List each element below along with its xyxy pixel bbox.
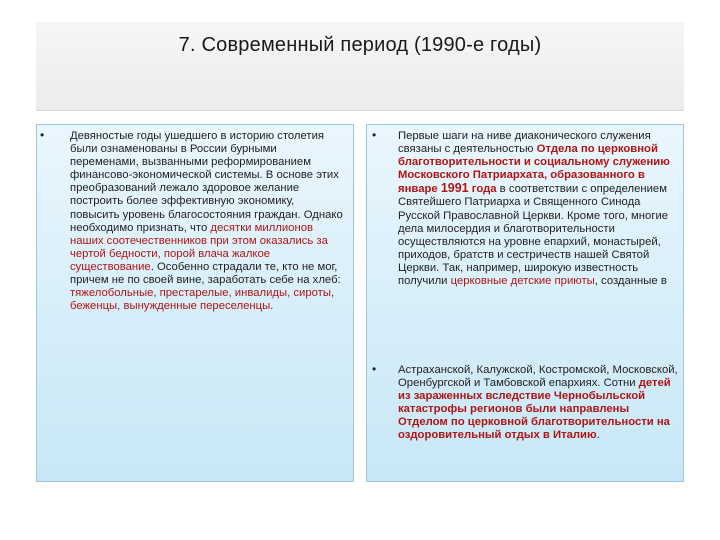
left-paragraph (70, 130, 346, 313)
right-year: 1991 (440, 181, 469, 196)
right-text-2: в соответствии с определением Святейшего Патриарха и Священного Синода Русской Православной Церкви. Кроме того, многие дела милосердия и благотворительности осуществляются на уровне епархий, монастырей, приходов, братств и сестричеств нашей Святой Церкви. Так, например, широкую известность получили (398, 183, 669, 288)
right-text-3: , созданные в (594, 275, 667, 288)
right-bullet-2: • (372, 362, 377, 376)
right-text-5: . (596, 429, 600, 442)
right-highlight-3: детей из зараженных вследствие Чернобыльской катастрофы регионов были направлены Отделом по церковной благотворительности на оздоровительный отдых в Италию (398, 377, 671, 442)
left-highlight-1: десятки миллионов наших соотечественников при этом оказались за чертой бедности, порой влача жалкое существование (70, 221, 328, 273)
left-text-2: . Особенно страдали те, кто не мог, причем не по своей вине, заработать себе на хлеб: (70, 260, 341, 287)
right-highlight-1b: года (468, 183, 497, 196)
left-text-1: Девяностые годы ушедшего в историю столетия были ознаменованы в России бурными переменами, вызванными реформированием финансово-экономической системы. В основе этих преобразований лежало здоровое желание построить более эффективную экономику, повысить уровень благосостояния граждан. Однако необходимо признать, что (70, 130, 343, 234)
left-text-3: . (270, 300, 274, 313)
right-highlight-1: Отдела по церковной благотворительности и социальному служению Московского Патриархата, образованного в январе (398, 143, 670, 196)
right-paragraph-1 (398, 130, 678, 288)
left-highlight-2: тяжелобольные, престарелые, инвалиды, сироты, беженцы, вынужденные переселенцы (70, 287, 335, 313)
right-bullet-1: • (372, 128, 377, 142)
right-paragraph-2 (398, 364, 678, 443)
right-text-1: Первые шаги на ниве диаконического служения связаны с деятельностью (398, 130, 651, 156)
left-bullet: • (40, 128, 45, 142)
right-text-4: Астраханской, Калужской, Костромской, Московской, Оренбургской и Тамбовской епархиях. Сотни (398, 364, 678, 390)
title-bar (36, 22, 684, 111)
right-highlight-2: церковные детские приюты (450, 275, 595, 288)
slide-title: 7. Современный период (1990-е годы) (178, 34, 542, 56)
